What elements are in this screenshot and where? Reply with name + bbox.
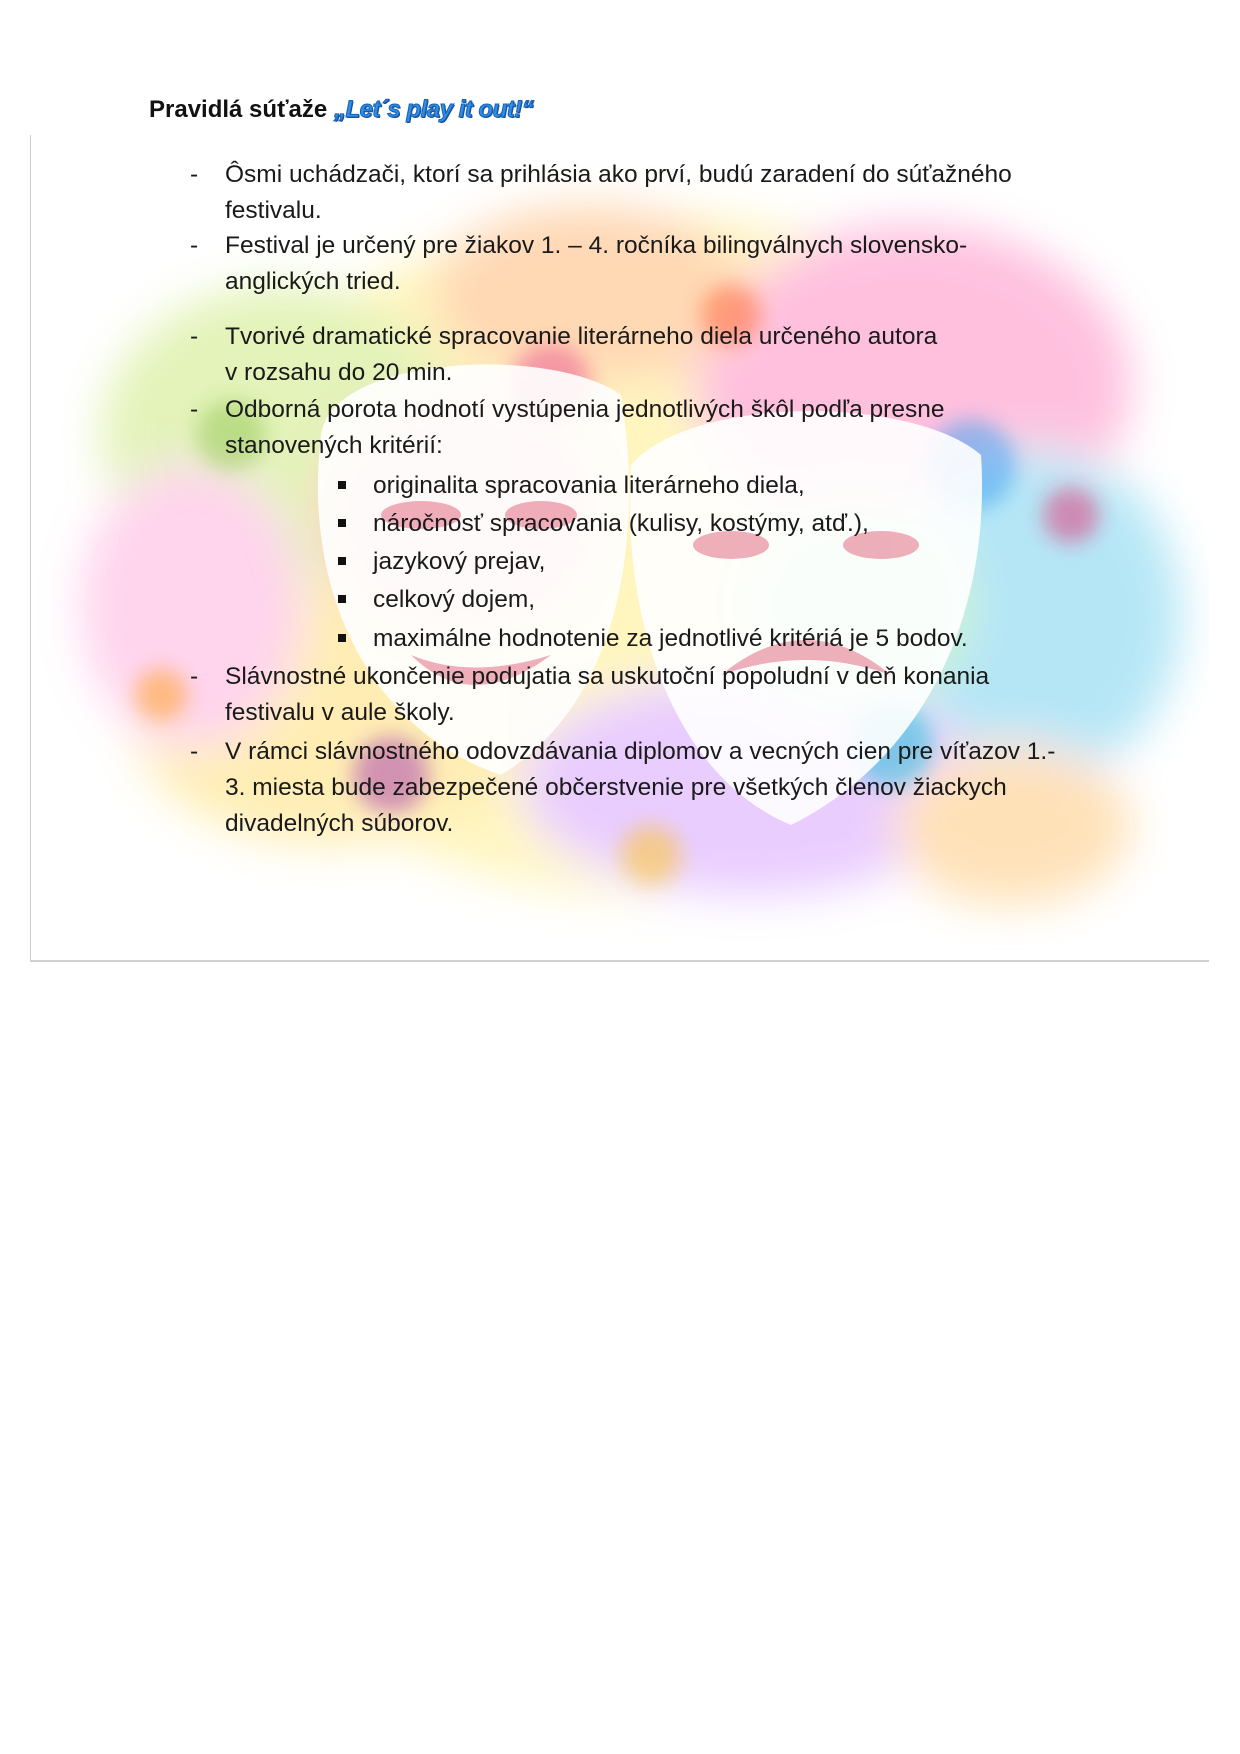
rule-text [225,734,1145,842]
square-bullet-icon [338,557,346,565]
rule-line: Tvorivé dramatické spracovanie literárneho diela určeného autora [225,323,938,350]
rule-line: Slávnostné ukončenie podujatia sa uskutoční popoludní v deň konania [225,663,990,690]
list-dash: - [190,738,199,765]
rule-text [225,228,1145,300]
list-dash: - [190,396,199,423]
criterion-text: originalita spracovania literárneho diela, [373,472,805,499]
rule-line: V rámci slávnostného odovzdávania diplomov a vecných cien pre víťazov 1.- [225,738,1056,765]
rule-line: Festival je určený pre žiakov 1. – 4. ročníka bilingválnych slovensko- [225,232,968,259]
criterion-text: náročnosť spracovania (kulisy, kostýmy, atď.), [373,510,869,537]
heading-title-art: „Let´s play it out!“ [333,96,534,123]
criterion-text: jazykový prejav, [373,548,546,575]
square-bullet-icon [338,634,346,642]
list-dash: - [190,663,199,690]
rule-line: v rozsahu do 20 min. [225,359,453,386]
rule-line: Odborná porota hodnotí vystúpenia jednotlivých škôl podľa presne [225,396,945,423]
rule-line: 3. miesta bude zabezpečené občerstvenie pre všetkých členov žiackych [225,774,1007,801]
rule-line: festivalu. [225,197,322,224]
rule-line: festivalu v aule školy. [225,699,455,726]
list-dash: - [190,161,199,188]
criterion-text: maximálne hodnotenie za jednotlivé kritériá je 5 bodov. [373,625,968,652]
rule-text [225,157,1145,229]
rule-line: anglických tried. [225,268,401,295]
rule-line: stanovených kritérií: [225,432,443,459]
square-bullet-icon [338,481,346,489]
heading-label: Pravidlá súťaže [149,96,328,123]
list-dash: - [190,232,199,259]
rule-text [225,392,1145,464]
rule-line: divadelných súborov. [225,810,454,837]
square-bullet-icon [338,519,346,527]
rule-text [225,659,1145,731]
list-dash: - [190,323,199,350]
rule-line: Ôsmi uchádzači, ktorí sa prihlásia ako prví, budú zaradení do súťažného [225,161,1012,188]
rule-text [225,319,1145,391]
square-bullet-icon [338,595,346,603]
criterion-text: celkový dojem, [373,586,536,613]
